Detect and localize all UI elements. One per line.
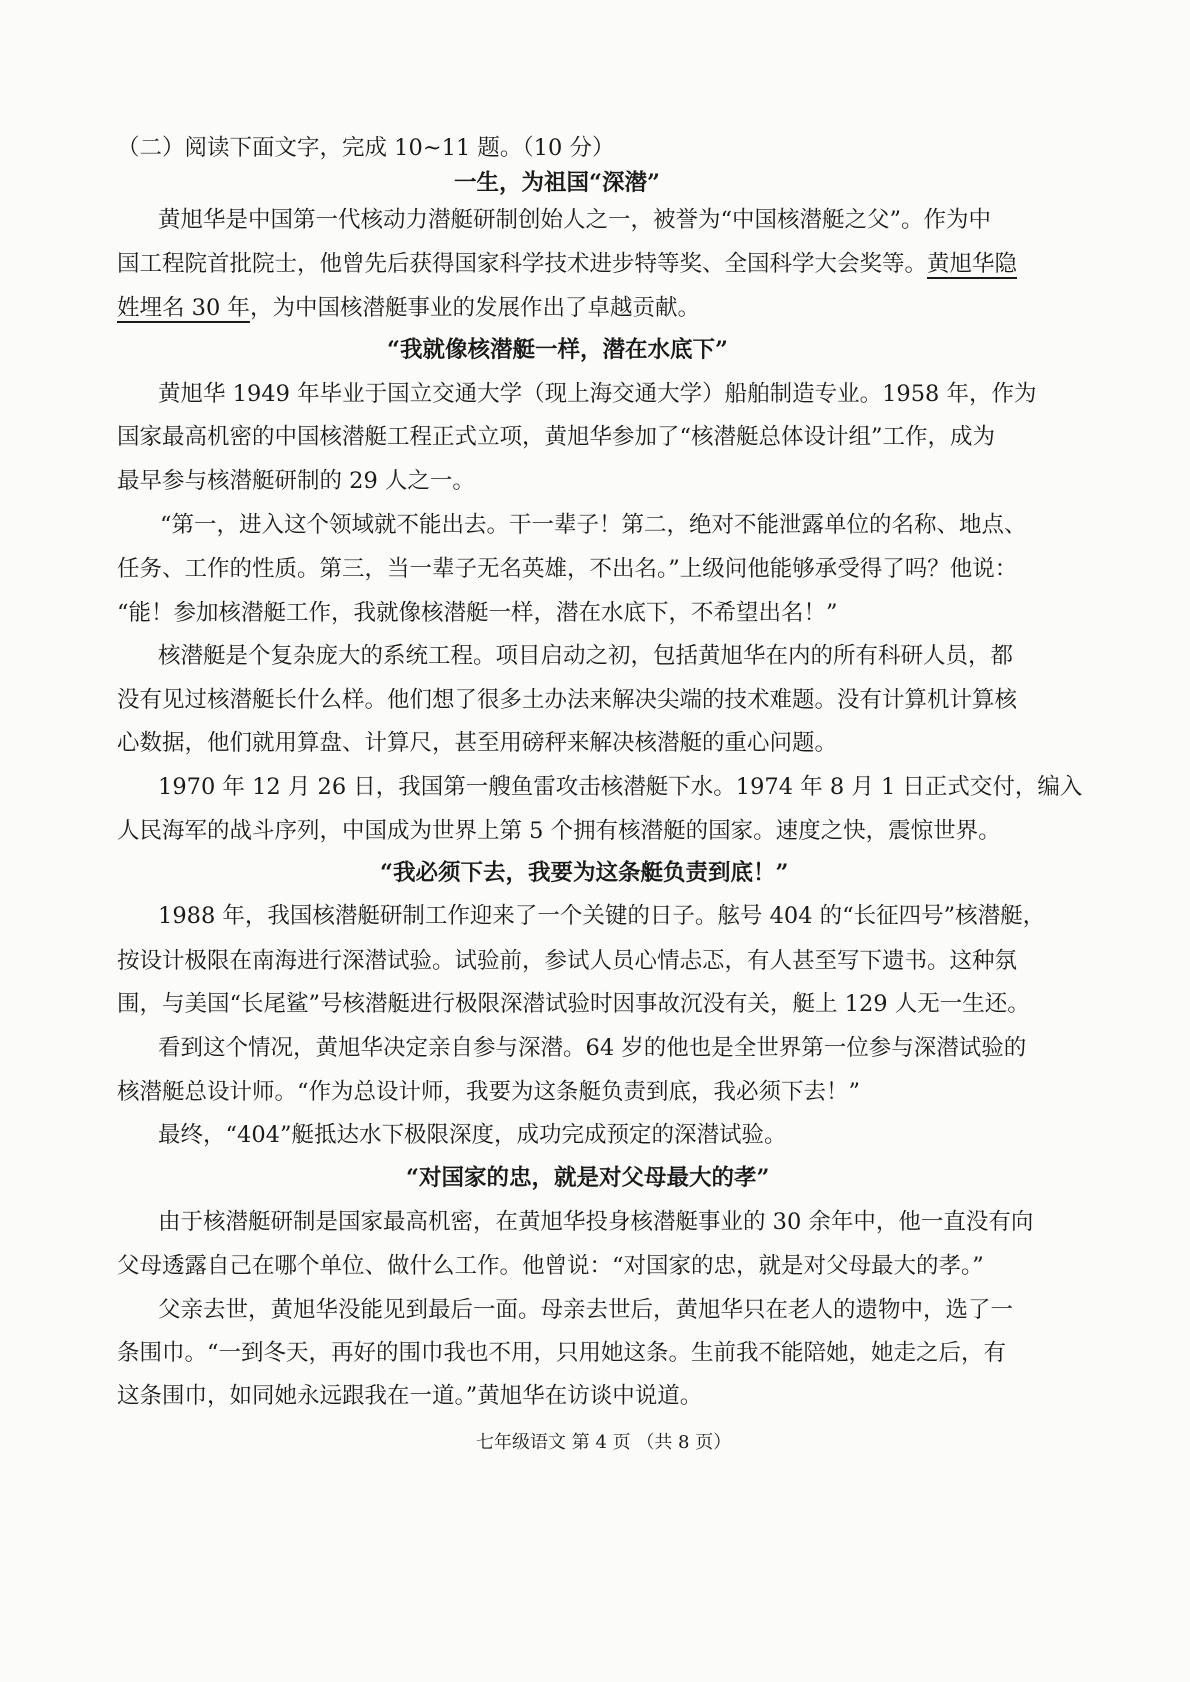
paragraph-line: 任务、工作的性质。第三，当一辈子无名英雄，不出名。”上级问他能够承受得了吗？他说： — [117, 556, 1018, 582]
subheading-1: “我就像核潜艇一样，潜在水底下” — [387, 337, 728, 363]
paragraph-line: 父亲去世，黄旭华没能见到最后一面。母亲去世后，黄旭华只在老人的遗物中，选了一 — [158, 1297, 1014, 1323]
paragraph-line: 父母透露自己在哪个单位、做什么工作。他曾说：“对国家的忠，就是对父母最大的孝。” — [117, 1253, 984, 1279]
paragraph-line: 1988 年，我国核潜艇研制工作迎来了一个关键的日子。舷号 404 的“长征四号”核潜艇， — [158, 903, 1046, 929]
paragraph-line: 黄旭华 1949 年毕业于国立交通大学（现上海交通大学）船舶制造专业。1958 年，作为 — [158, 381, 1037, 407]
subheading-2: “我必须下去，我要为这条艇负责到底！” — [380, 860, 789, 886]
paragraph-line: 这条围巾，如同她永远跟我在一道。”黄旭华在访谈中说道。 — [117, 1383, 703, 1409]
intro-line-2-text: 国工程院首批院士，他曾先后获得国家科学技术进步特等奖、全国科学大会奖等。 — [117, 251, 928, 277]
subheading-3: “对国家的忠，就是对父母最大的孝” — [406, 1165, 770, 1191]
paragraph-line: 心数据，他们就用算盘、计算尺，甚至用磅秤来解决核潜艇的重心问题。 — [117, 730, 838, 756]
paragraph-line: “能！参加核潜艇工作，我就像核潜艇一样，潜在水底下，不希望出名！” — [117, 600, 838, 626]
intro-line-2 — [117, 253, 1017, 276]
paragraph-line: 围，与美国“长尾鲨”号核潜艇进行极限深潜试验时因事故沉没有关，艇上 129 人无一生还。 — [117, 991, 1030, 1017]
section-header: （二）阅读下面文字，完成 10~11 题。（10 分） — [117, 135, 615, 161]
paragraph-line: 最早参与核潜艇研制的 29 人之一。 — [117, 468, 475, 494]
paragraph-line: 1970 年 12 月 26 日，我国第一艘鱼雷攻击核潜艇下水。1974 年 8 月 1 日正式交付，编入 — [158, 774, 1083, 800]
paragraph-line: 人民海军的战斗序列，中国成为世界上第 5 个拥有核潜艇的国家。速度之快，震惊世界。 — [117, 818, 1001, 844]
page-footer: 七年级语文 第 4 页 （共 8 页） — [476, 1432, 732, 1453]
paragraph-line: 没有见过核潜艇长什么样。他们想了很多土办法来解决尖端的技术难题。没有计算机计算核 — [117, 687, 1018, 713]
intro-line-3-text: ，为中国核潜艇事业的发展作出了卓越贡献。 — [249, 295, 700, 321]
paragraph-line: 最终，“404”艇抵达水下极限深度，成功完成预定的深潜试验。 — [158, 1122, 787, 1148]
intro-line-1: 黄旭华是中国第一代核动力潜艇研制创始人之一，被誉为“中国核潜艇之父”。作为中 — [158, 207, 992, 233]
underlined-phrase-part1: 黄旭华隐 — [927, 251, 1018, 277]
paragraph-line: “第一，进入这个领域就不能出去。干一辈子！第二，绝对不能泄露单位的名称、地点、 — [160, 512, 1027, 538]
paragraph-line: 看到这个情况，黄旭华决定亲自参与深潜。64 岁的他也是全世界第一位参与深潜试验的 — [158, 1035, 1027, 1061]
intro-line-3 — [117, 297, 700, 320]
paragraph-line: 条围巾。“一到冬天，再好的围巾我也不用，只用她这条。生前我不能陪她，她走之后，有 — [117, 1340, 1007, 1366]
article-title: 一生，为祖国“深潜” — [454, 170, 660, 196]
paragraph-line: 由于核潜艇研制是国家最高机密，在黄旭华投身核潜艇事业的 30 余年中，他一直没有向 — [158, 1209, 1034, 1235]
paragraph-line: 按设计极限在南海进行深潜试验。试验前，参试人员心情忐忑，有人甚至写下遗书。这种氛 — [117, 948, 1018, 974]
paragraph-line: 核潜艇总设计师。“作为总设计师，我要为这条艇负责到底，我必须下去！” — [117, 1079, 861, 1105]
paragraph-line: 核潜艇是个复杂庞大的系统工程。项目启动之初，包括黄旭华在内的所有科研人员，都 — [158, 643, 1014, 669]
underlined-phrase-part2: 姓埋名 30 年 — [117, 295, 250, 321]
paragraph-line: 国家最高机密的中国核潜艇工程正式立项，黄旭华参加了“核潜艇总体设计组”工作，成为 — [117, 424, 996, 450]
